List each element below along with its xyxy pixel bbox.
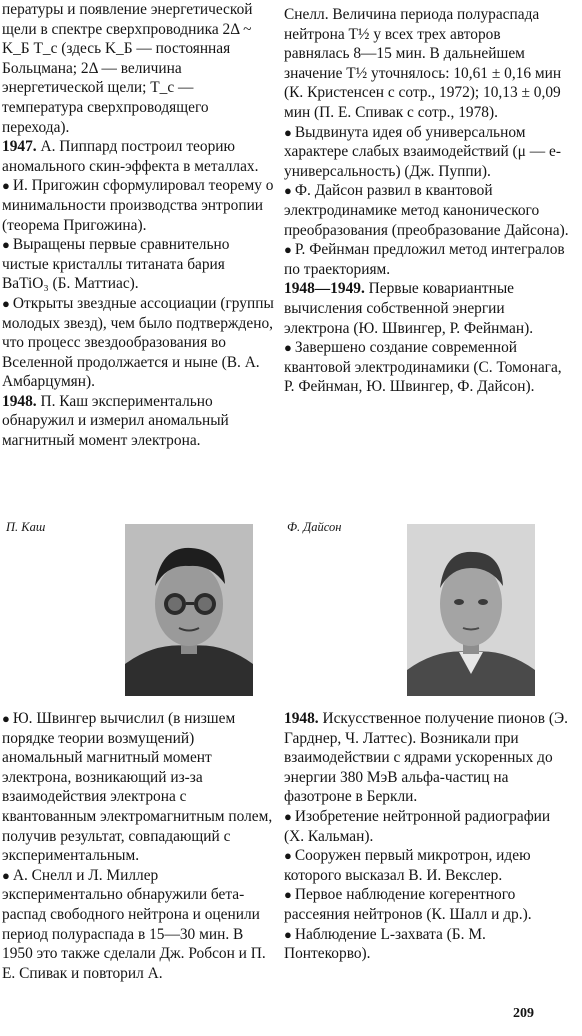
year-entry [284,709,569,807]
bullet-icon: ● [284,808,292,824]
bullet-icon: ● [284,242,292,258]
bullet-icon: ● [284,887,292,903]
entry-text: Завершено создание современной квантовой электродинамики (С. Томонага, Р. Фейнман, Ю. Швингер, Ф. Дайсон). [284,339,562,396]
column-bottom-left [2,709,274,983]
bullet-icon: ● [2,867,10,883]
bullet-icon: ● [2,178,10,194]
bullet-entry [2,176,274,235]
bullet-entry [284,807,569,846]
text-paragraph [284,5,569,123]
bullet-icon: ● [284,848,292,864]
bullet-entry [284,885,569,924]
bullet-entry [284,925,569,964]
bullet-icon: ● [2,295,10,311]
bullet-icon: ● [2,711,10,726]
year-entry [284,279,569,338]
bullet-icon: ● [2,237,10,253]
entry-text: А. Пиппард построил теорию аномального скин-эффекта в металлах. [2,138,259,175]
caption-dyson: Ф. Дайсон [287,520,342,534]
entry-year: 1947. [2,138,41,156]
column-top-right [284,5,569,397]
page-number: 209 [513,1006,534,1021]
bullet-entry [2,709,274,866]
portrait-dyson-photo [407,524,535,696]
entry-text: Открыты звездные ассоциации (группы молодых звезд), чем было подтверждено, что процесс звездообразования во Вселенной продолжается и ныне (В. А. Амбарцумян). [2,294,274,391]
bullet-entry [284,123,569,182]
entry-text: Сооружен первый микротрон, идею которого высказал В. И. Векслер. [284,847,531,884]
entry-text: Ф. Дайсон развил в квантовой электродинамике метод канонического преобразования (преобразование Дайсона). [284,182,569,239]
entry-text: Первые ковариантные вычисления собственной энергии электрона (Ю. Швингер, Р. Фейнман). [284,280,534,337]
entry-text: Наблюдение L-захвата (Б. М. Понтекорво). [284,925,486,963]
bullet-icon: ● [284,183,292,199]
bullet-entry [284,846,569,885]
column-top-left [2,0,274,451]
entry-text: Искусственное получение пионов (Э. Гарднер, Ч. Латтес). Возникали при взаимодействии с ядрами ускоренных до энергии 380 МэВ альфа-частиц на фазотроне в Беркли. [284,710,568,806]
caption-kash: П. Каш [6,520,46,534]
entry-text: Р. Фейнман предложил метод интегралов по траекториям. [284,241,565,278]
entry-text: пературы и появление энергетической щели в спектре сверхпроводника 2Δ ~ K_Б T_c (здесь K_Б — постоянная Больцмана; 2Δ — величина энергетической щели; T_c — температура сверхпроводящего перехода). [2,1,253,136]
year-entry [2,392,274,451]
entry-text: П. Каш экспериментально обнаружил и измерил аномальный магнитный момент электрона. [2,392,229,450]
entry-text: А. Снелл и Л. Миллер экспериментально обнаружили бета-распад свободного нейтрона и оценили период полураспада в 15—30 мин. В 1950 это также сделали Дж. Робсон и П. Е. Спивак и повторил А. [2,866,266,982]
bullet-icon: ● [284,926,292,942]
entry-text: Ю. Швингер вычислил (в низшем порядке теории возмущений) аномальный магнитный момент электрона, возникающий из-за взаимодействия электрона с квантованным электромагнитным полем, получив результат, совпадающий с экспериментальным. [2,710,273,865]
bullet-icon: ● [284,340,292,356]
entry-year: 1948—1949. [284,280,369,298]
bullet-entry [2,235,274,294]
column-bottom-right [284,709,569,964]
bullet-entry [284,240,569,279]
entry-text: Выдвинута идея об универсальном характере слабых взаимодействий (μ — e-универсальность) (Дж. Пуппи). [284,123,561,180]
entry-year: 1948. [2,392,41,410]
bullet-entry [2,866,274,984]
bullet-entry [284,181,569,240]
text-paragraph [2,0,274,137]
entry-text: И. Пригожин сформулировал теорему о минимальности производства энтропии (теорема Пригожина). [2,177,274,234]
entry-text: Изобретение нейтронной радиографии (Х. Кальман). [284,807,551,845]
bullet-entry [2,294,274,392]
bullet-entry [284,338,569,397]
entry-text: Первое наблюдение когерентного рассеяния нейтронов (К. Шалл и др.). [284,886,532,923]
entry-text: Выращены первые сравнительно чистые кристаллы титаната бария BaTiO₃ (Б. Маттиас). [2,236,230,293]
bullet-icon: ● [284,124,292,140]
portrait-kash-photo [125,524,253,696]
entry-text: Снелл. Величина периода полураспада нейтрона T½ у всех трех авторов равнялась 8—15 мин. В дальнейшем значение T½ уточнялось: 10,61 ± 0,16 мин (К. Кристенсен с сотр., 1972); 10,13 ± 0,09 мин (П. Е. Спивак с сотр., 1978). [284,6,562,121]
year-entry [2,137,274,176]
entry-year: 1948. [284,710,323,727]
